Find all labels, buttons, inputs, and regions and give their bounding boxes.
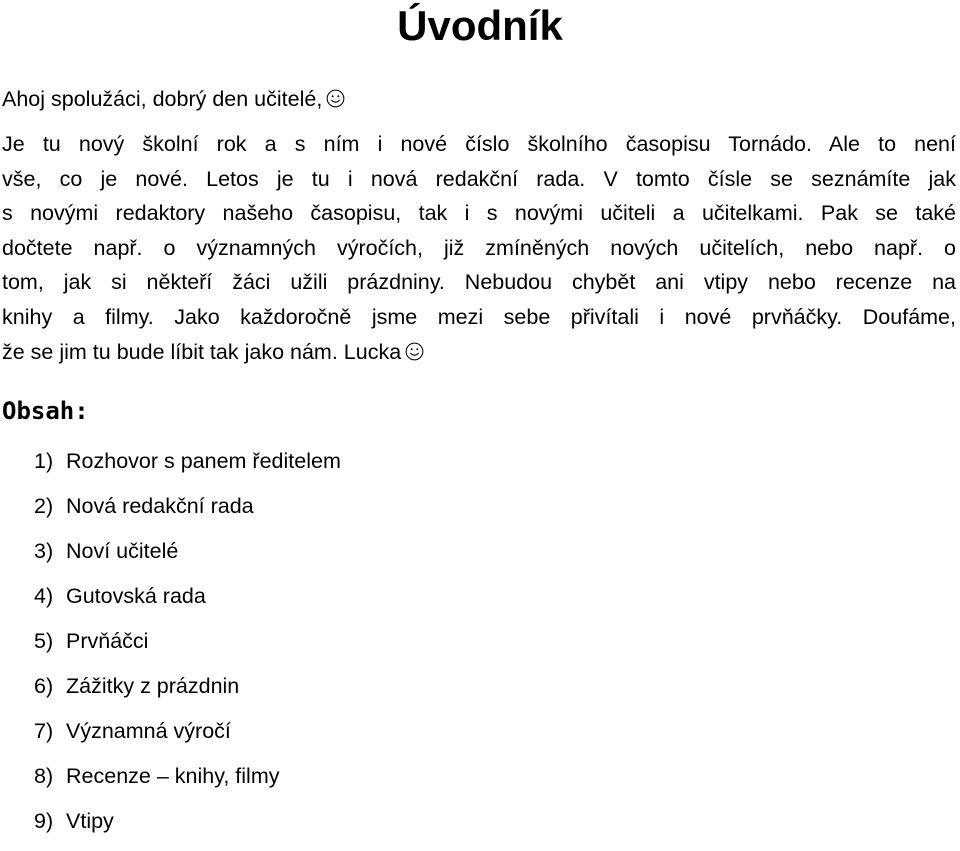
contents-item-label: Rozhovor s panem ředitelem [66,449,341,473]
contents-item [34,806,341,851]
contents-item-number: 1) [34,449,54,473]
editorial-paragraph [2,127,956,369]
paragraph-line: dočtete např. o významných výročích, již zmíněných nových učitelích, nebo např. o [2,235,956,260]
contents-item-number: 5) [34,629,54,653]
contents-item-label: Recenze – knihy, filmy [66,764,280,788]
paragraph-line-last [2,335,956,370]
paragraph-line: s novými redaktory našeho časopisu, tak i s novými učiteli a učitelkami. Pak se také [2,201,956,226]
greeting-text: Ahoj spolužáci, dobrý den učitelé, [2,87,323,111]
contents-item-number: 7) [34,719,54,743]
contents-heading: Obsah: [2,397,89,425]
paragraph-line: knihy a filmy. Jako každoročně jsme mezi sebe přivítali i nové prvňáčky. Doufáme, [2,304,956,329]
paragraph-line: vše, co je nové. Letos je tu i nová redakční rada. V tomto čísle se seznámíte jak [2,166,956,191]
smiley-icon [326,89,345,108]
contents-item-number: 9) [34,809,54,833]
contents-item-label: Nová redakční rada [66,494,254,518]
contents-item-number: 8) [34,764,54,788]
contents-item [34,716,341,761]
contents-item-number: 4) [34,584,54,608]
contents-item [34,491,341,536]
paragraph-line: Je tu nový školní rok a s ním i nové číslo školního časopisu Tornádo. Ale to není [2,132,956,156]
contents-item [34,446,341,491]
contents-item-label: Noví učitelé [66,539,179,563]
greeting [2,84,345,114]
smiley-icon [405,342,424,361]
contents-item [34,671,341,716]
contents-item-label: Vtipy [66,809,114,833]
page-title: Úvodník [397,2,563,49]
contents-item-label: Zážitky z prázdnin [66,674,240,698]
contents-item [34,626,341,671]
contents-item [34,581,341,626]
signature-text: že se jim tu bude líbit tak jako nám. Lucka [2,339,402,364]
contents-item-label: Gutovská rada [66,584,206,608]
contents-item-label: Prvňáčci [66,629,149,653]
contents-item-label: Významná výročí [66,719,231,743]
contents-list [34,446,341,851]
contents-item-number: 6) [34,674,54,698]
contents-item [34,536,341,581]
contents-item-number: 2) [34,494,54,518]
contents-item [34,761,341,806]
paragraph-line: tom, jak si někteří žáci užili prázdniny. Nebudou chybět ani vtipy nebo recenze na [2,270,956,295]
contents-item-number: 3) [34,539,54,563]
